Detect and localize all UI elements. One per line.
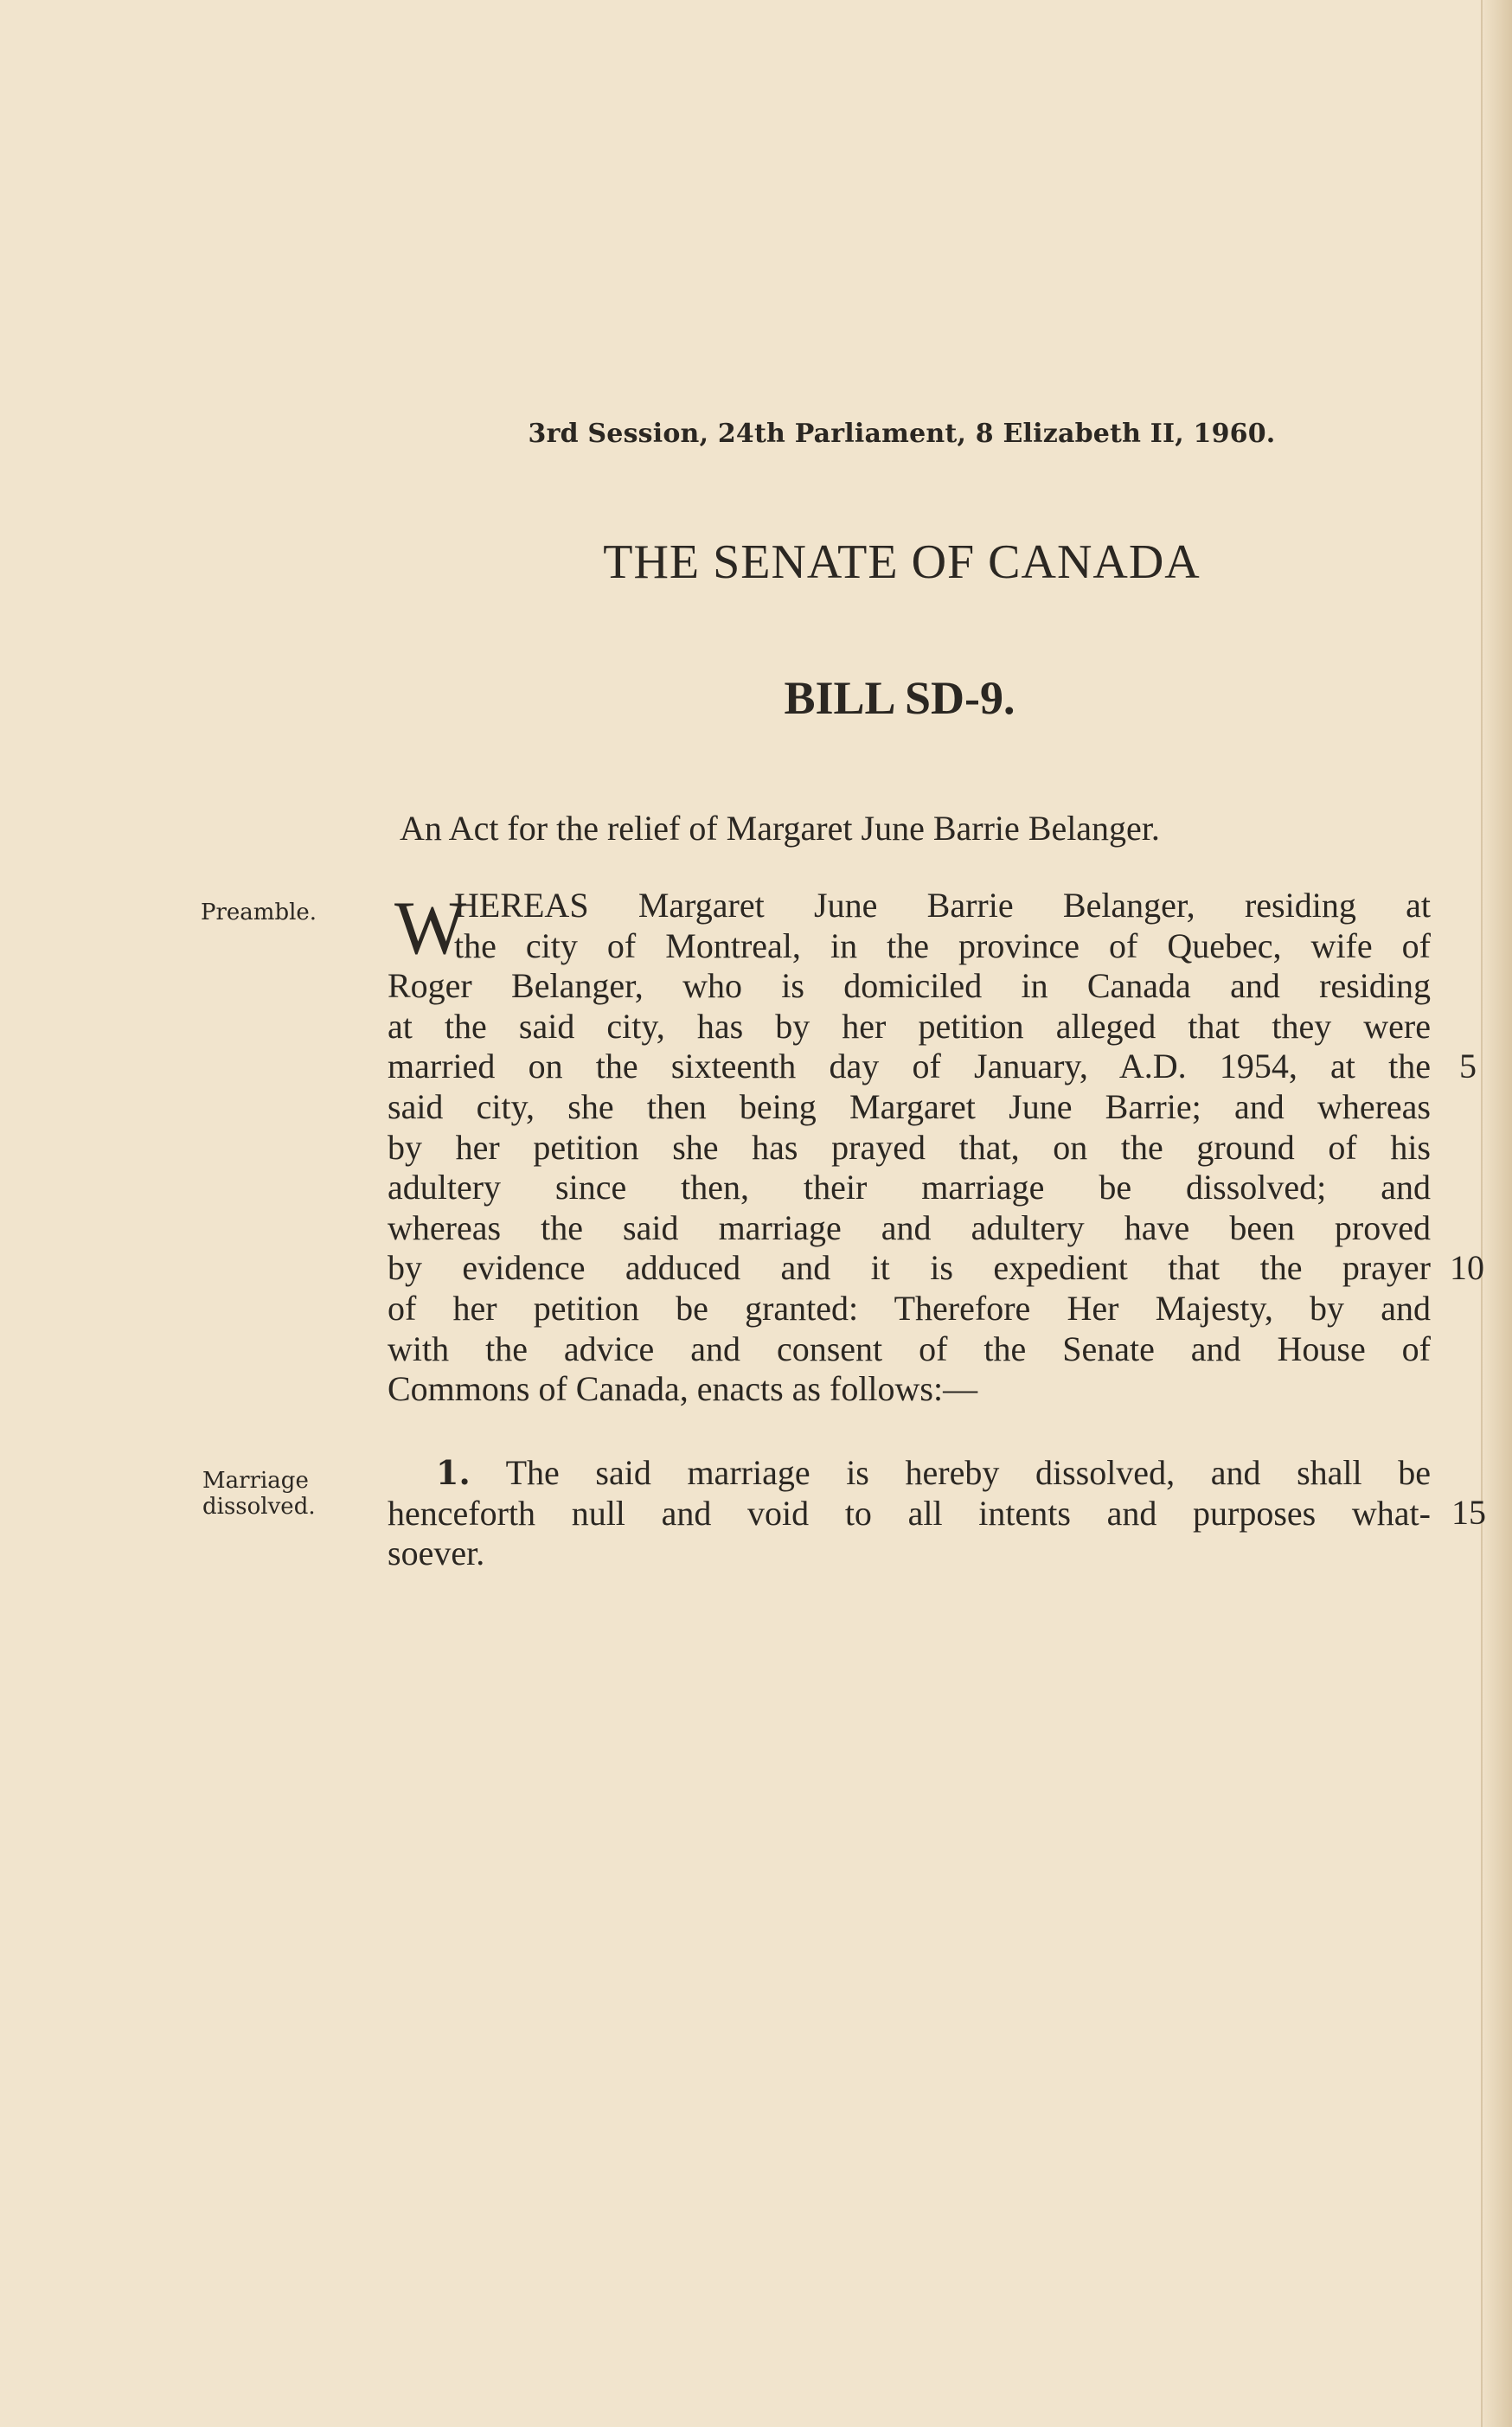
line-number-5: 5	[1459, 1047, 1477, 1085]
text-line: adultery since then, their marriage be dissolved; and	[388, 1168, 1431, 1207]
act-title: An Act for the relief of Margaret June Barrie Belanger.	[400, 809, 1160, 848]
text-line: said city, she then being Margaret June Barrie; and whereas	[388, 1086, 1431, 1126]
bill-number: BILL SD-9.	[784, 672, 1015, 724]
section-text: The said marriage is hereby dissolved, and shall be	[505, 1453, 1431, 1492]
text-line: soever.	[388, 1534, 485, 1573]
text-line: at the said city, has by her petition alleged that they were	[388, 1006, 1431, 1046]
session-heading: 3rd Session, 24th Parliament, 8 Elizabeth II, 1960.	[528, 419, 1276, 449]
house-heading: THE SENATE OF CANADA	[603, 535, 1201, 589]
preamble-paragraph	[388, 886, 1431, 1410]
margin-note-marriage-dissolved	[202, 1468, 316, 1520]
text-line: by her petition she has prayed that, on the ground of his	[388, 1127, 1431, 1167]
margin-note-preamble: Preamble.	[201, 900, 317, 925]
section-1-paragraph	[388, 1453, 1431, 1574]
text-line: Commons of Canada, enacts as follows:—	[388, 1369, 978, 1409]
page-edge	[1481, 0, 1512, 2427]
margin-note-line: Marriage	[202, 1468, 309, 1494]
text-line: whereas the said marriage and adultery have been proved	[388, 1207, 1431, 1247]
text-line: by evidence adduced and it is expedient that the prayer	[388, 1248, 1431, 1288]
line-number-15: 15	[1451, 1493, 1486, 1532]
line-number-10: 10	[1450, 1248, 1484, 1287]
text-line: Roger Belanger, who is domiciled in Canada and residing	[388, 966, 1431, 1006]
text-line	[388, 1453, 1431, 1494]
text-line: henceforth null and void to all intents and purposes what-	[388, 1493, 1431, 1533]
section-number: 1.	[436, 1453, 471, 1492]
text-line: with the advice and consent of the Senate and House of	[388, 1329, 1431, 1368]
text-line: married on the sixteenth day of January, A.D. 1954, at the	[388, 1047, 1431, 1086]
text-line: HEREAS Margaret June Barrie Belanger, residing at	[454, 886, 1431, 925]
margin-note-line: dissolved.	[202, 1494, 316, 1520]
text-line: the city of Montreal, in the province of Quebec, wife of	[454, 925, 1431, 965]
text-line: of her petition be granted: Therefore Her Majesty, by and	[388, 1288, 1431, 1328]
drop-cap: W	[394, 887, 467, 970]
